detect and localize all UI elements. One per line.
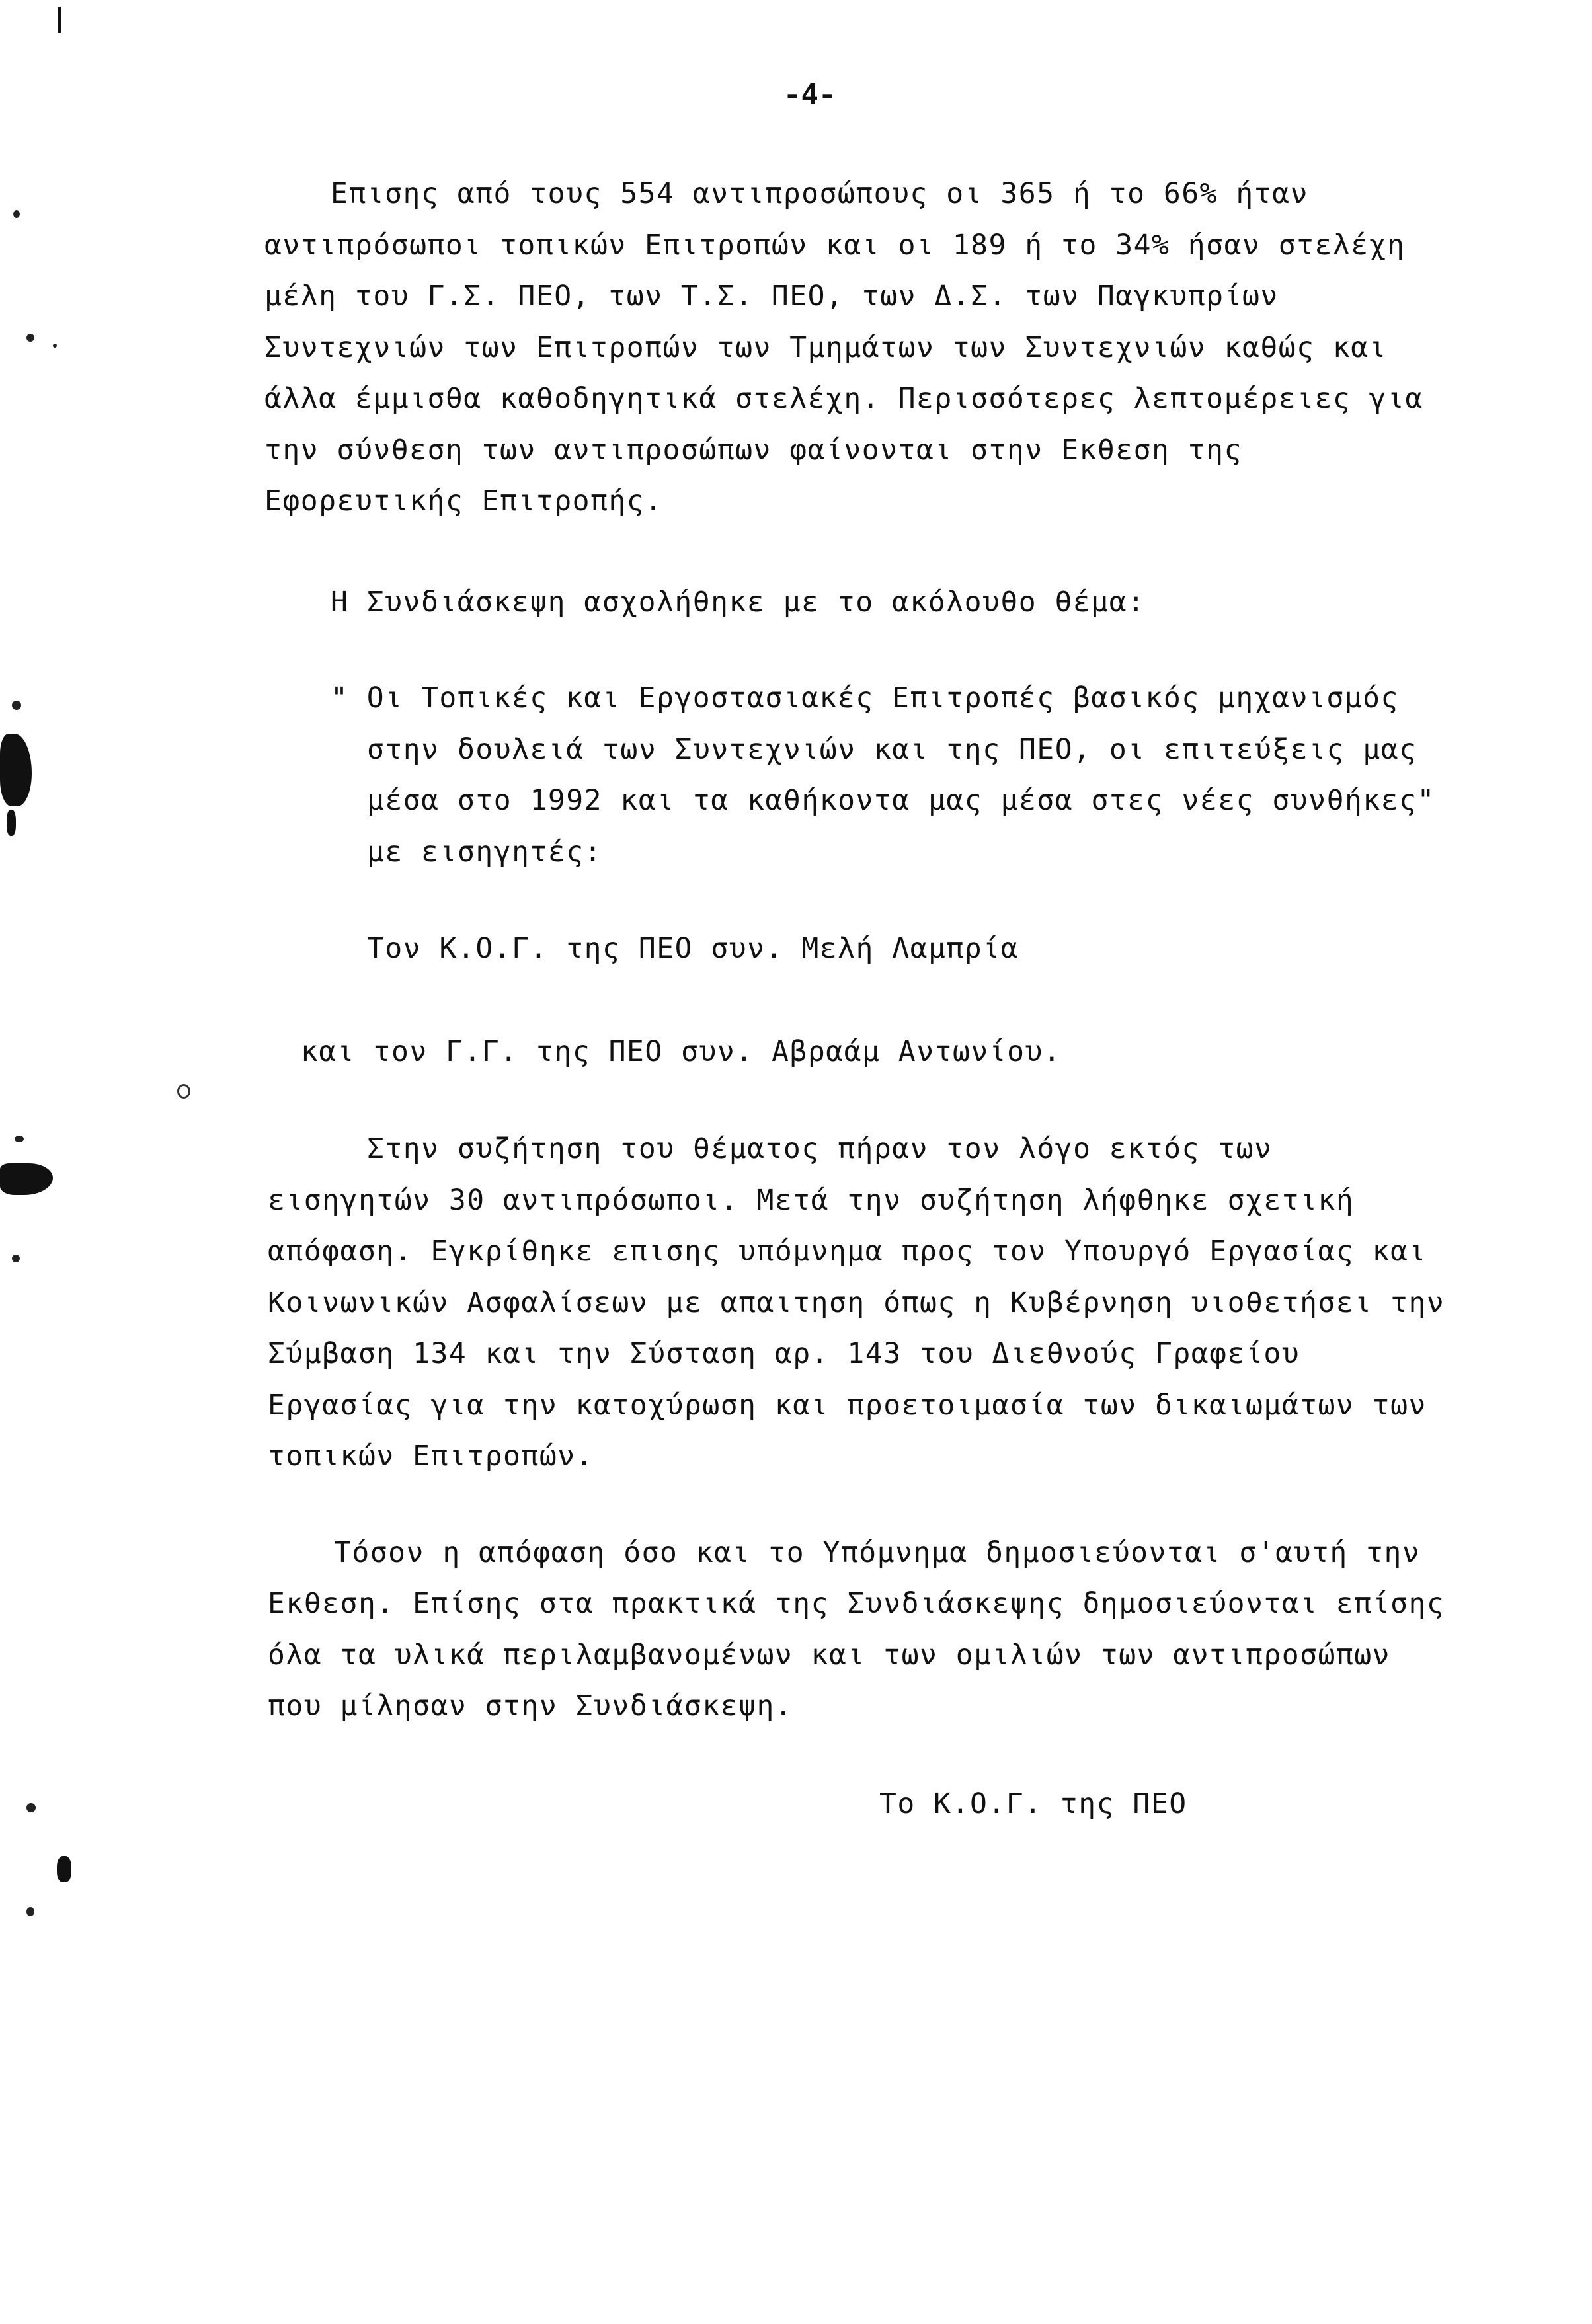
speaker-1: Τον Κ.Ο.Γ. της ΠΕΟ συν. Μελή Λαμπρία [367,932,1019,965]
text-line: Επισης από τους 554 αντιπροσώπους οι 365 ή το 66% ήταν [331,177,1308,210]
scan-mark [26,334,34,342]
text-line: αντιπρόσωποι τοπικών Επιτροπών και οι 189 ή το 34% ήσαν στελέχη [264,229,1406,262]
quote-line: μέσα στο 1992 και τα καθήκοντα μας μέσα στες νέες συνθήκες" [367,784,1435,817]
text-line: Στην συζήτηση του θέματος πήραν τον λόγο εκτός των [367,1132,1273,1165]
text-line: εισηγητών 30 αντιπρόσωποι. Μετά την συζήτηση λήφθηκε σχετική [268,1184,1355,1217]
scan-mark [0,734,32,806]
scan-mark [26,1907,34,1916]
quote-line: με εισηγητές: [367,835,603,869]
text-line: Εργασίας για την κατοχύρωση και προετοιμασία των δικαιωμάτων των [268,1389,1427,1422]
text-line: Εκθεση. Επίσης στα πρακτικά της Συνδιάσκεψης δημοσιεύονται επίσης [268,1587,1445,1620]
scan-mark [58,7,61,33]
page-number: -4- [783,78,836,112]
text-line: την σύνθεση των αντιπροσώπων φαίνονται στην Εκθεση της [264,434,1242,467]
speaker-2: και τον Γ.Γ. της ΠΕΟ συν. Αβραάμ Αντωνίου. [301,1035,1062,1068]
scan-mark [53,344,57,348]
quote-line: " Οι Τοπικές και Εργοστασιακές Επιτροπές βασικός μηχανισμός [331,681,1399,715]
scan-mark [177,1084,190,1099]
text-line: που μίλησαν στην Συνδιάσκεψη. [268,1689,793,1723]
scan-mark [0,1163,53,1195]
scan-mark [12,1255,20,1262]
scan-mark [57,1856,71,1882]
text-line: απόφαση. Εγκρίθηκε επισης υπόμνημα προς τον Υπουργό Εργασίας και [268,1235,1427,1268]
scan-mark [13,210,20,218]
signature: Το Κ.Ο.Γ. της ΠΕΟ [879,1787,1187,1820]
scan-mark [26,1803,36,1812]
text-line: Κοινωνικών Ασφαλίσεων με απαιτηση όπως η Κυβέρνηση υιοθετήσει την [268,1286,1445,1319]
text-line: άλλα έμμισθα καθοδηγητικά στελέχη. Περισσότερες λεπτομέρειες για [264,382,1423,415]
text-line: Εφορευτικής Επιτροπής. [264,484,663,518]
text-line: μέλη του Γ.Σ. ΠΕΟ, των Τ.Σ. ΠΕΟ, των Δ.Σ. των Παγκυπρίων [264,280,1279,313]
text-line: Συντεχνιών των Επιτροπών των Τμημάτων των Συντεχνιών καθώς και [264,331,1388,364]
scan-mark [15,1136,24,1142]
quote-line: στην δουλειά των Συντεχνιών και της ΠΕΟ, οι επιτεύξεις μας [367,733,1417,766]
text-line: όλα τα υλικά περιλαμβανομένων και των ομιλιών των αντιπροσώπων [268,1639,1391,1672]
text-line: Τόσον η απόφαση όσο και το Υπόμνημα δημοσιεύονται σ'αυτή την [334,1536,1421,1569]
text-line: τοπικών Επιτροπών. [268,1440,594,1473]
paragraph-topic-intro: Η Συνδιάσκεψη ασχολήθηκε με το ακόλουθο θέμα: [331,586,1146,619]
text-line: Σύμβαση 134 και την Σύσταση αρ. 143 του Διεθνούς Γραφείου [268,1337,1300,1370]
scan-mark [7,810,16,836]
scan-mark [12,701,21,710]
